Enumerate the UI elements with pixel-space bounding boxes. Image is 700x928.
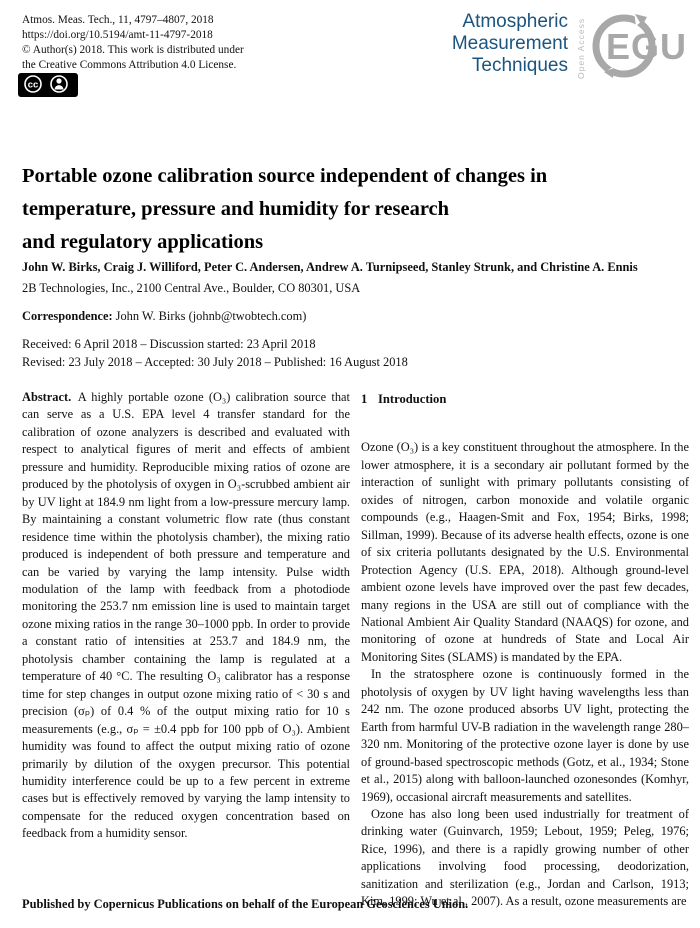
- article-title: [22, 160, 682, 259]
- license-line-1: © Author(s) 2018. This work is distributed under: [22, 44, 244, 56]
- correspondence-email: John W. Birks (johnb@twobtech.com): [115, 309, 307, 323]
- abstract-text: A highly portable ozone (O₃) calibration source that can serve as a U.S. EPA level 4 transfer standard for the calibration of ozone analyzers is described and evaluated with respect to analytical figures of merit and effects of ambient pressure and humidity. Reproducible mixing ratios of ozone are produced by the photolysis of oxygen in O₃-scrubbed ambient air by UV light at 184.9 nm light from a low-pressure mercury lamp. By maintaining a constant volumetric flow rate (thus constant residence time within the photolysis chamber), the mixing ratio produced is independent of both pressure and temperature and can be varied by varying the lamp intensity. Pulse width modulation of the lamp with feedback from a photodiode monitoring the 253.7 nm emission line is used to maintain target ozone mixing ratios in the range 30–1000 ppb. In order to provide a constant ratio of intensities at 253.7 and 184.9 nm, the photolysis chamber containing the lamp is regulated at a temperature of 40 °C. The resulting O₃ calibrator has a response time for step changes in output ozone mixing ratio of < 30 s and precision (σₚ) of 0.4 % of the output mixing ratio for 10 s measurements (e.g., σₚ = ±0.4 ppb for 100 ppb of O₃). Ambient humidity was found to affect the output mixing ratio of ozone primarily by dilution of the oxygen precursor. This potential humidity interference could be up to a few percent in extreme cases but is effectively removed by varying the lamp intensity to compensate for the reduced oxygen concentration based on feedback from a humidity sensor.: [22, 390, 350, 841]
- article-title-line: Portable ozone calibration source independent of changes in: [22, 165, 548, 187]
- received-line: Received: 6 April 2018 – Discussion started: 23 April 2018: [22, 337, 316, 351]
- svg-text:EGU: EGU: [606, 26, 688, 67]
- license-line-2: the Creative Commons Attribution 4.0 License.: [22, 59, 237, 71]
- journal-name: [452, 11, 568, 77]
- section-title: Introduction: [378, 392, 447, 406]
- author-list: John W. Birks, Craig J. Williford, Peter C. Andersen, Andrew A. Turnipseed, Stanley Strunk, and Christine A. Ennis: [22, 260, 638, 274]
- journal-branding: [452, 6, 692, 86]
- revised-line: Revised: 23 July 2018 – Accepted: 30 July 2018 – Published: 16 August 2018: [22, 354, 408, 369]
- affiliation: 2B Technologies, Inc., 2100 Central Ave., Boulder, CO 80301, USA: [22, 281, 361, 295]
- abstract-column: [22, 389, 350, 843]
- publication-dates: [22, 336, 682, 371]
- section-heading-introduction: [361, 391, 689, 408]
- abstract-paragraph: [22, 389, 350, 843]
- article-title-line: and regulatory applications: [22, 231, 264, 253]
- correspondence-line: [22, 309, 682, 324]
- introduction-column: [361, 389, 689, 911]
- journal-name-line: Measurement: [451, 33, 568, 54]
- citation-line: Atmos. Meas. Tech., 11, 4797–4807, 2018: [22, 14, 214, 26]
- correspondence-label: Correspondence:: [22, 309, 113, 323]
- introduction-paragraph: In the stratosphere ozone is continuously formed in the photolysis of oxygen by UV light having wavelengths less than 242 nm. The ozone produced absorbs UV light, protecting the Earth from harmful UV-B radiation in the wavelength range 280–320 nm. Monitoring of the protective ozone layer is done by use of ground-based spectroscopic methods (Gotz, et al., 1934; Stone et al., 2015) along with balloon-launched ozonesondes (Komhyr, 1969), occasional aircraft measurements and satellites.: [361, 667, 689, 804]
- open-access-label: Open Access: [576, 17, 586, 79]
- journal-name-line: Atmospheric: [462, 11, 568, 32]
- abstract-label: Abstract.: [22, 390, 72, 404]
- journal-name-line: Techniques: [471, 55, 568, 76]
- masthead-citation-block: [22, 13, 362, 73]
- introduction-paragraph: Ozone (O₃) is a key constituent throughout the atmosphere. In the lower atmosphere, it is a secondary air pollutant formed by the interaction of sunlight with primary pollutants consisting of oxides of nitrogen, carbon monoxide and volatile organic compounds (e.g., Haagen-Smit and Fox, 1954; Birks, 1998; Sillman, 1999). Because of its adverse health effects, ozone is one of six criteria pollutants designated by the U.S. Environmental Protection Agency (U.S. EPA, 2018). Although ground-level ambient ozone levels have improved over the past few decades, many regions in the USA are still out of compliance with the National Ambient Air Quality Standard (NAAQS) for ozone, and monitoring of ozone at hundreds of State and Local Air Monitoring Sites (SLAMS) is mandated by the EPA.: [361, 440, 689, 664]
- svg-text:cc: cc: [27, 79, 39, 91]
- doi-link: https://doi.org/10.5194/amt-11-4797-2018: [22, 29, 213, 41]
- section-number: 1: [361, 392, 368, 406]
- cc-by-badge: [18, 73, 78, 97]
- introduction-paragraph: Ozone has also long been used industrially for treatment of drinking water (Guinvarch, 1959; Lebout, 1959; Peleg, 1976; Rice, 1996), and there is a rapidly growing number of other applications involving food processing, deodorization, sanitization and sterilization (e.g., Jordan and Carlson, 1913; Kim, 1999; Wu et al., 2007). As a result, ozone measurements are: [361, 806, 689, 909]
- publisher-footer: Published by Copernicus Publications on behalf of the European Geosciences Union.: [22, 897, 469, 911]
- article-title-line: temperature, pressure and humidity for research: [22, 198, 450, 220]
- egu-logo-icon: [590, 6, 692, 86]
